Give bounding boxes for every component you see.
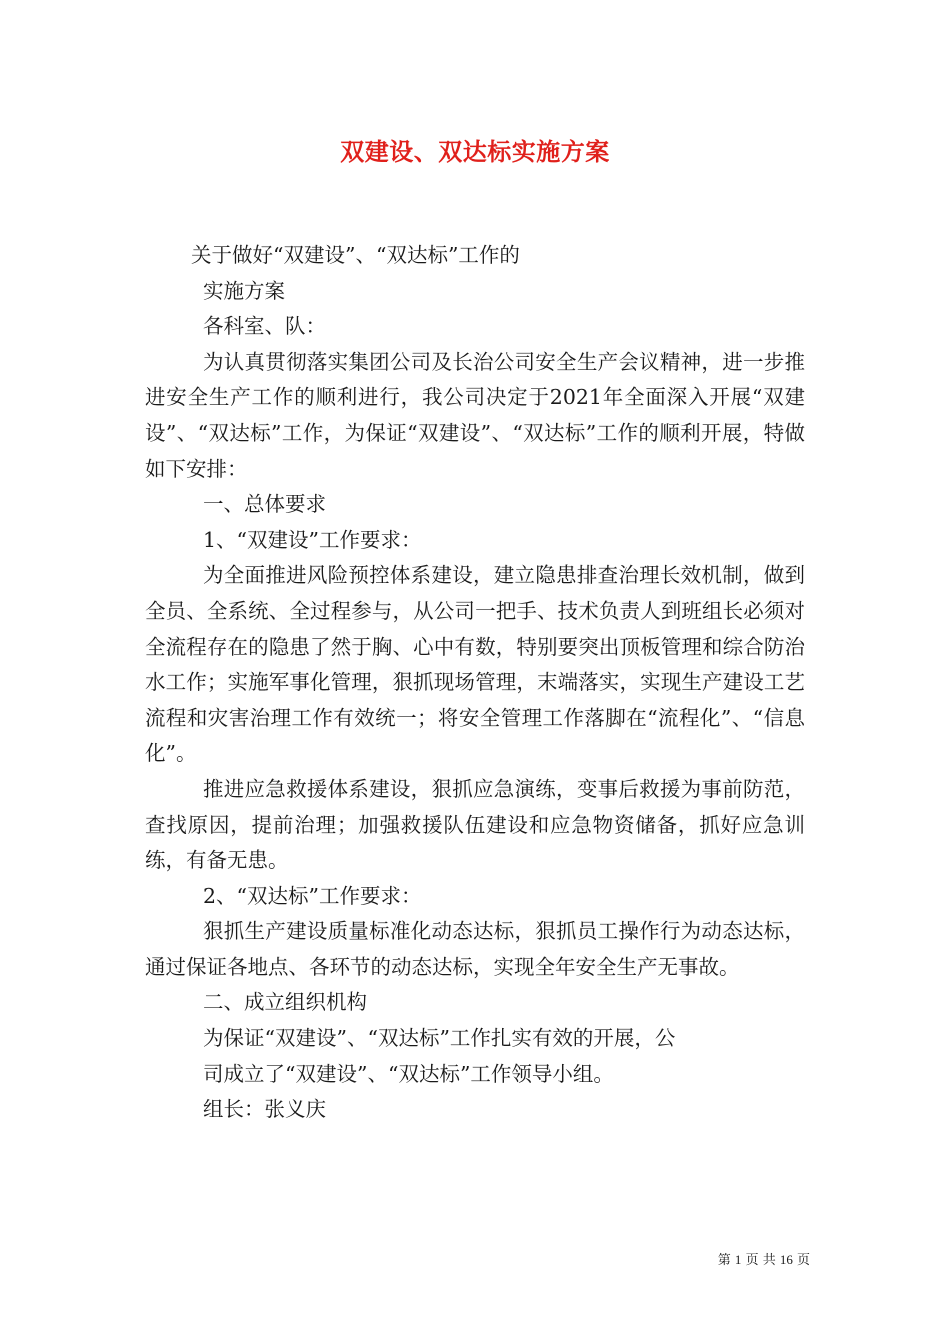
subsection-2-title: 2、“双达标”工作要求： (203, 883, 422, 908)
page-footer (718, 1249, 810, 1268)
heading-line-2: 实施方案 (203, 278, 285, 303)
document-body (145, 238, 805, 1128)
salutation: 各科室、队： (203, 314, 326, 339)
section-2-title: 二、成立组织机构 (203, 990, 367, 1015)
heading-line-1: 关于做好“双建设”、“双达标”工作的 (191, 243, 520, 267)
subsection-2-paragraph: 狠抓生产建设质量标准化动态达标，狠抓员工操作行为动态达标，通过保证各地点、各环节的动态达标，实现全年安全生产无事故。 (145, 919, 805, 979)
footer-middle: 页 共 (745, 1253, 776, 1268)
subsection-1-title: 1、“双建设”工作要求： (203, 527, 422, 552)
document-title: 双建设、双达标实施方案 (340, 137, 610, 166)
subsection-1-paragraph-1: 为全面推进风险预控体系建设，建立隐患排查治理长效机制，做到全员、全系统、全过程参与，从公司一把手、技术负责人到班组长必须对全流程存在的隐患了然于胸、心中有数，特别要突出顶板管理和综合防治水工作；实施军事化管理，狠抓现场管理，末端落实，实现生产建设工艺流程和灾害治理工作有效统一；将安全管理工作落脚在“流程化”、“信息化”。 (145, 563, 805, 766)
organization-line-1: 为保证“双建设”、“双达标”工作扎实有效的开展，公 (203, 1026, 676, 1051)
section-1-title: 一、总体要求 (203, 492, 326, 517)
footer-prefix: 第 (717, 1253, 731, 1268)
footer-suffix: 页 (796, 1253, 810, 1268)
footer-page-number: 1 (734, 1252, 742, 1267)
footer-total-pages: 16 (779, 1252, 793, 1267)
organization-line-2: 司成立了“双建设”、“双达标”工作领导小组。 (203, 1061, 614, 1086)
group-leader: 组长：张义庆 (203, 1097, 326, 1122)
intro-paragraph: 为认真贯彻落实集团公司及长治公司安全生产会议精神，进一步推进安全生产工作的顺利进行，我公司决定于2021年全面深入开展“双建设”、“双达标”工作，为保证“双建设”、“双达标”工作的顺利开展，特做如下安排： (145, 349, 805, 481)
subsection-1-paragraph-2: 推进应急救援体系建设，狠抓应急演练，变事后救援为事前防范，查找原因，提前治理；加强救援队伍建设和应急物资储备，抓好应急训练，有备无患。 (145, 776, 805, 873)
